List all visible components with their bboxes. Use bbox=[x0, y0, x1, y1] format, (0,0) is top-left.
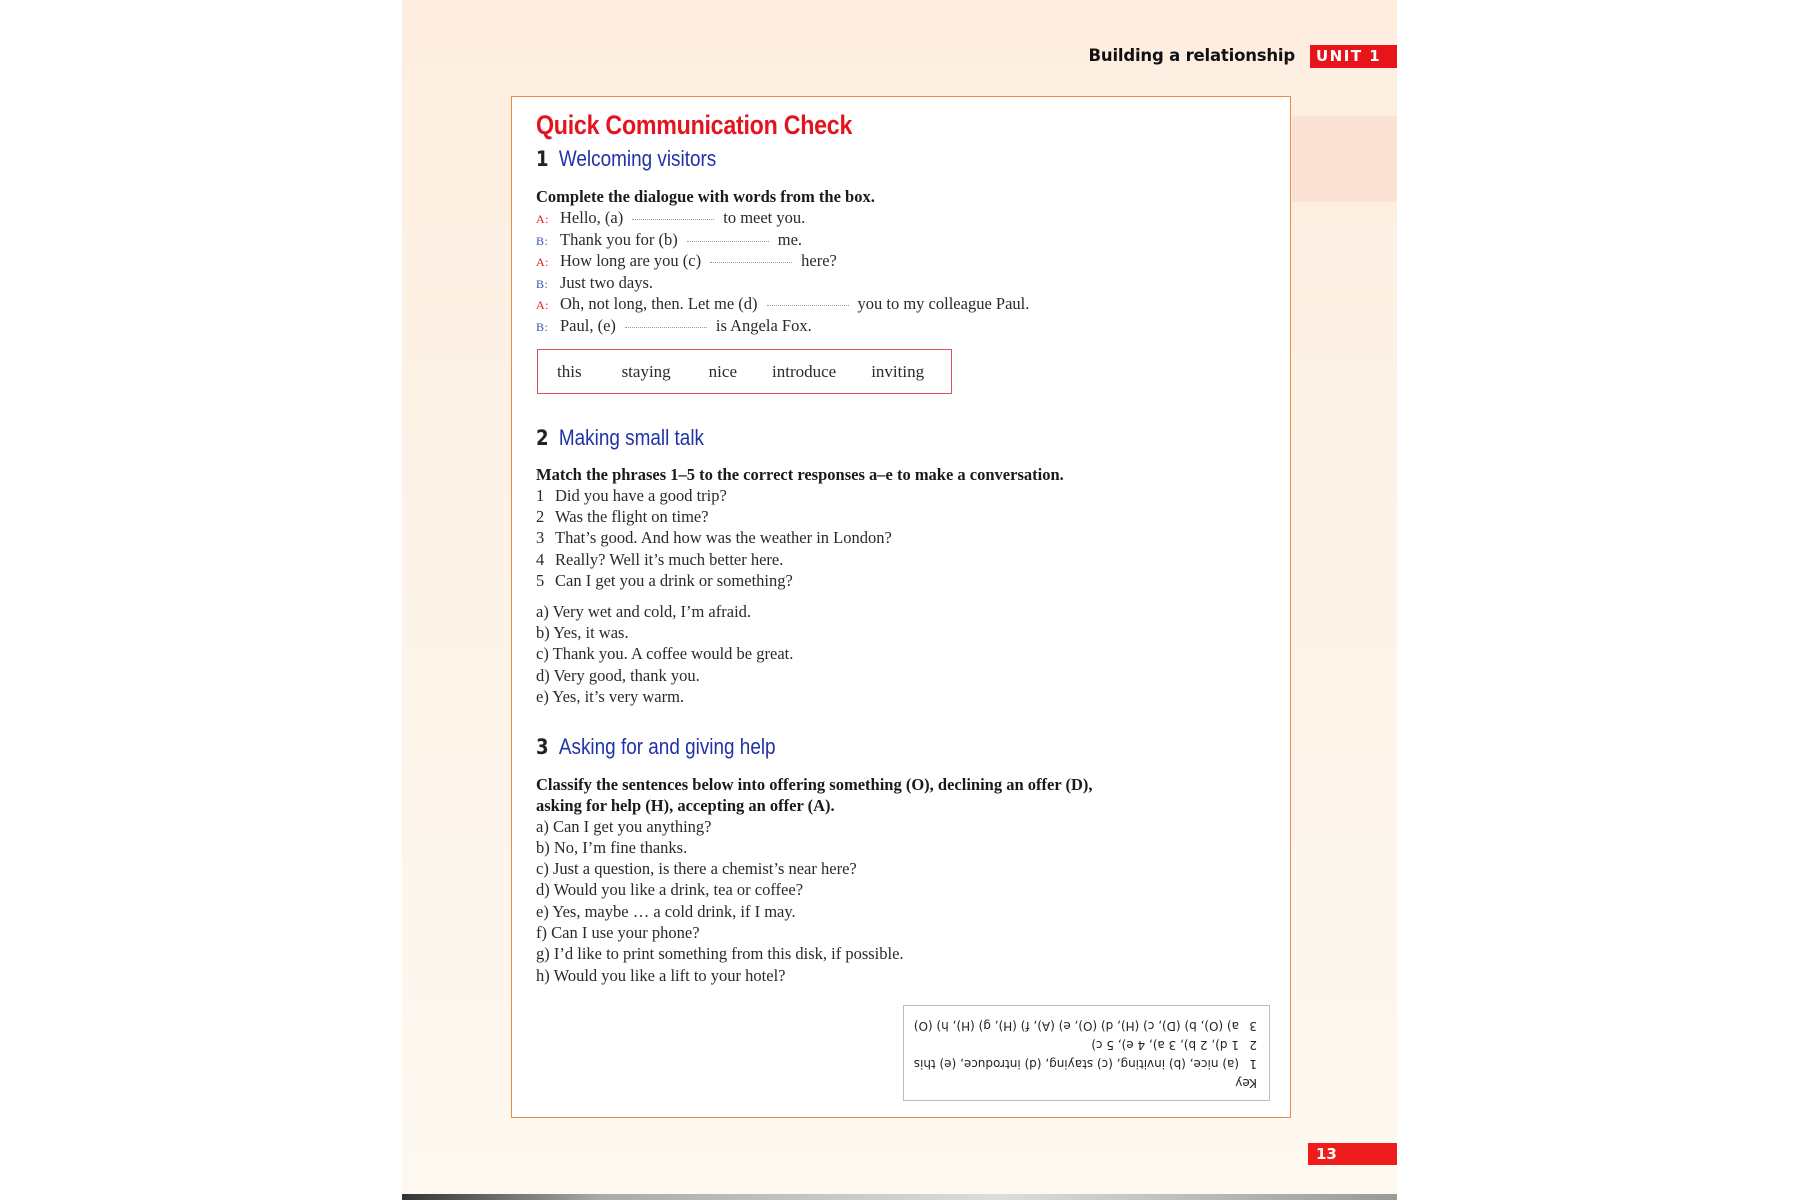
side-thumb-tab bbox=[1292, 116, 1397, 202]
line-text: you to my colleague Paul. bbox=[857, 294, 1030, 313]
answer-blank[interactable] bbox=[625, 326, 707, 328]
section-number: 1 bbox=[536, 147, 549, 171]
sentence-item: h) Would you like a lift to your hotel? bbox=[536, 966, 786, 985]
phrase-item bbox=[536, 507, 709, 527]
sentence-item: a) Can I get you anything? bbox=[536, 817, 712, 836]
section-3-instruction-line2: asking for help (H), accepting an offer (A). bbox=[536, 796, 835, 815]
section-number: 3 bbox=[536, 735, 549, 759]
section-1-heading bbox=[536, 146, 716, 172]
response-item: c) Thank you. A coffee would be great. bbox=[536, 644, 794, 663]
word-option: staying bbox=[621, 361, 671, 381]
word-option: nice bbox=[708, 361, 737, 381]
answer-blank[interactable] bbox=[710, 261, 792, 263]
key-row-number: 1 bbox=[1249, 1057, 1257, 1071]
section-2-heading bbox=[536, 425, 704, 451]
speaker-label: B: bbox=[536, 277, 549, 291]
phrase-text: Was the flight on time? bbox=[555, 507, 709, 526]
sentence-item: b) No, I’m fine thanks. bbox=[536, 838, 688, 857]
line-text: to meet you. bbox=[723, 208, 806, 227]
key-row-number: 3 bbox=[1249, 1019, 1257, 1033]
phrase-number: 5 bbox=[536, 571, 545, 590]
answer-key-row bbox=[914, 1035, 1257, 1054]
line-text: Just two days. bbox=[560, 273, 654, 292]
phrase-item bbox=[536, 486, 727, 506]
key-row-text: 1 d), 2 b), 3 a), 4 e), 5 c) bbox=[1091, 1038, 1239, 1052]
section-2-instruction: Match the phrases 1–5 to the correct responses a–e to make a conversation. bbox=[536, 465, 1064, 484]
line-text: here? bbox=[801, 251, 837, 270]
phrase-item bbox=[536, 571, 793, 591]
sentence-item: d) Would you like a drink, tea or coffee? bbox=[536, 880, 804, 899]
answer-blank[interactable] bbox=[632, 218, 714, 220]
line-text: Paul, (e) bbox=[560, 316, 616, 335]
section-number: 2 bbox=[536, 426, 549, 450]
line-text: Hello, (a) bbox=[560, 208, 624, 227]
speaker-label: A: bbox=[536, 298, 549, 312]
answer-key-title: Key bbox=[1235, 1076, 1257, 1090]
phrase-item bbox=[536, 528, 892, 548]
word-box bbox=[537, 349, 952, 394]
response-item: e) Yes, it’s very warm. bbox=[536, 687, 685, 706]
speaker-label: B: bbox=[536, 234, 549, 248]
line-text: me. bbox=[777, 230, 803, 249]
dialogue-line bbox=[536, 294, 1029, 314]
section-1-instruction: Complete the dialogue with words from the box. bbox=[536, 187, 875, 206]
speaker-label: A: bbox=[536, 212, 549, 226]
speaker-label: A: bbox=[536, 255, 549, 269]
page-edge-shadow bbox=[402, 1194, 1397, 1200]
sentence-item: g) I’d like to print something from this disk, if possible. bbox=[536, 944, 904, 963]
answer-blank[interactable] bbox=[687, 240, 769, 242]
answer-key-rotated bbox=[904, 1006, 1269, 1100]
dialogue-line bbox=[536, 251, 837, 271]
sentence-item: e) Yes, maybe … a cold drink, if I may. bbox=[536, 902, 796, 921]
key-row-text: a) (O), b) (D), c) (H), d) (O), e) (A), f) (H), g) (H), h) (O) bbox=[913, 1019, 1239, 1033]
answer-blank[interactable] bbox=[767, 304, 849, 306]
sentence-item: c) Just a question, is there a chemist’s near here? bbox=[536, 859, 857, 878]
line-text: How long are you (c) bbox=[560, 251, 702, 270]
response-item: d) Very good, thank you. bbox=[536, 666, 700, 685]
key-row-number: 2 bbox=[1249, 1038, 1257, 1052]
section-title: Making small talk bbox=[558, 425, 704, 450]
line-text: is Angela Fox. bbox=[715, 316, 812, 335]
dialogue-line bbox=[536, 208, 805, 228]
phrase-number: 1 bbox=[536, 486, 545, 505]
speaker-label: B: bbox=[536, 320, 549, 334]
key-row-text: (a) nice, (b) inviting, (c) staying, (d) introduce, (e) this bbox=[913, 1057, 1239, 1071]
unit-badge: UNIT 1 bbox=[1310, 45, 1397, 68]
sentence-item: f) Can I use your phone? bbox=[536, 923, 700, 942]
answer-key-row bbox=[914, 1016, 1257, 1035]
section-title: Welcoming visitors bbox=[558, 146, 717, 171]
word-option: inviting bbox=[871, 361, 925, 381]
phrase-item bbox=[536, 550, 783, 570]
line-text: Oh, not long, then. Let me (d) bbox=[560, 294, 758, 313]
page-title: Quick Communication Check bbox=[536, 110, 853, 140]
phrase-text: Can I get you a drink or something? bbox=[555, 571, 793, 590]
phrase-text: Really? Well it’s much better here. bbox=[555, 550, 784, 569]
answer-key-row bbox=[914, 1054, 1257, 1073]
section-title: Asking for and giving help bbox=[558, 734, 776, 759]
dialogue-line bbox=[536, 316, 812, 336]
phrase-number: 4 bbox=[536, 550, 545, 569]
dialogue-line bbox=[536, 273, 653, 293]
line-text: Thank you for (b) bbox=[560, 230, 678, 249]
section-3-instruction-line1: Classify the sentences below into offering something (O), declining an offer (D), bbox=[536, 775, 1093, 794]
answer-key-box bbox=[903, 1005, 1270, 1101]
phrase-text: That’s good. And how was the weather in London? bbox=[555, 528, 892, 547]
response-item: b) Yes, it was. bbox=[536, 623, 629, 642]
word-option: introduce bbox=[772, 361, 837, 381]
word-option: this bbox=[557, 361, 582, 381]
dialogue-line bbox=[536, 230, 802, 250]
running-header-title: Building a relationship bbox=[1088, 46, 1295, 65]
phrase-number: 2 bbox=[536, 507, 545, 526]
section-3-heading bbox=[536, 734, 776, 760]
phrase-number: 3 bbox=[536, 528, 545, 547]
response-item: a) Very wet and cold, I’m afraid. bbox=[536, 602, 752, 621]
phrase-text: Did you have a good trip? bbox=[555, 486, 727, 505]
page-number: 13 bbox=[1308, 1143, 1397, 1165]
